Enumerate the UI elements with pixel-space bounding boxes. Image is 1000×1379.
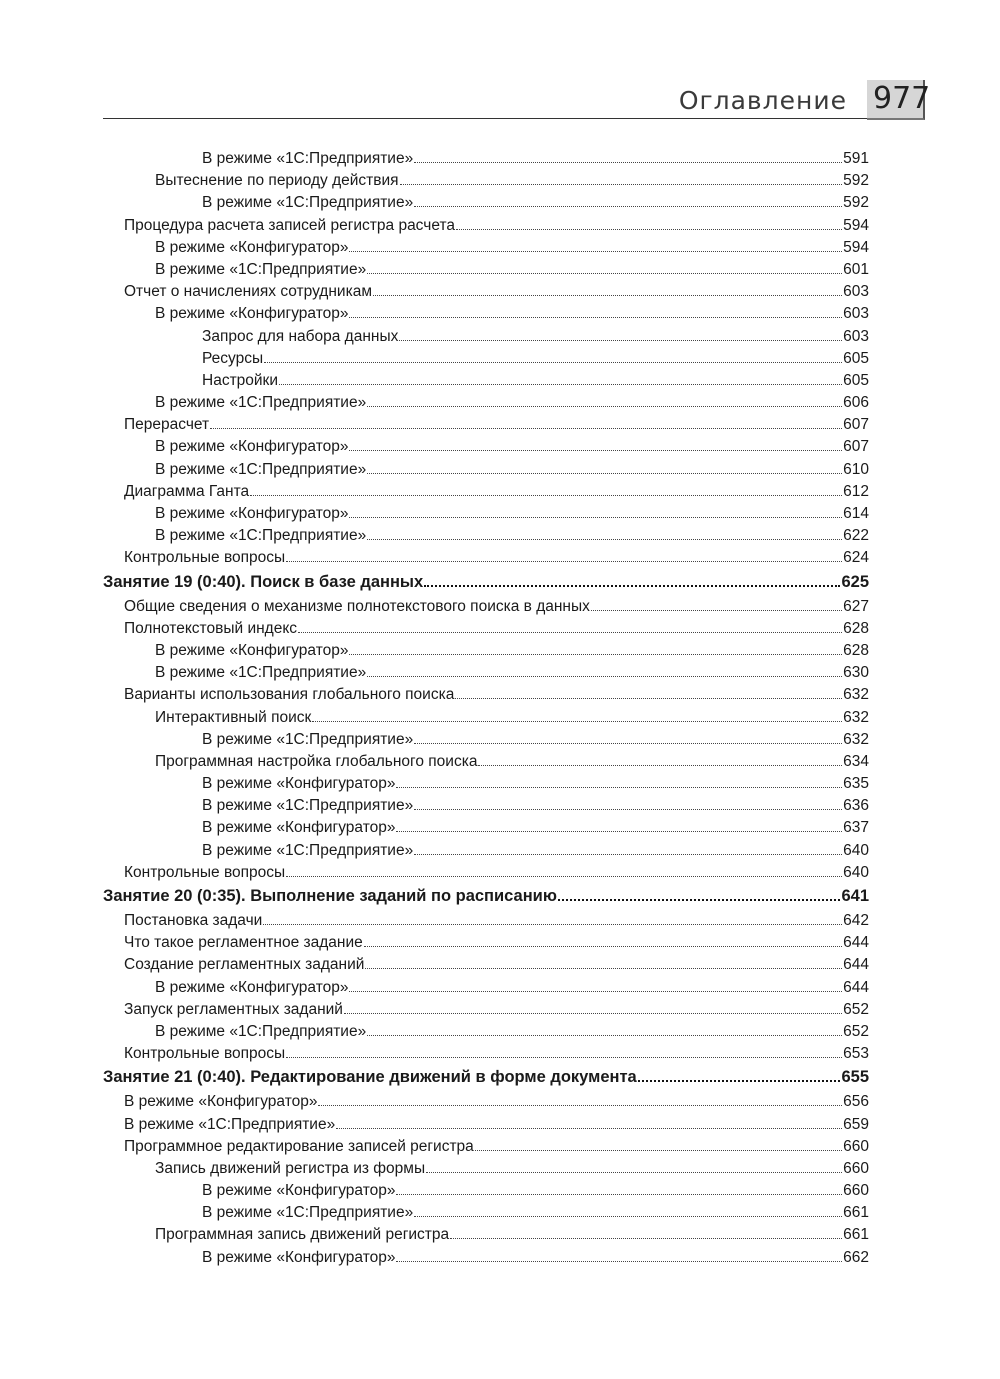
toc-entry[interactable] xyxy=(103,1180,869,1202)
toc-entry[interactable] xyxy=(103,459,869,481)
dot-leader xyxy=(396,819,842,832)
toc-entry-page: 660 xyxy=(843,1159,869,1177)
page-header xyxy=(103,80,931,120)
toc-entry-title: Настройки xyxy=(202,371,279,389)
toc-entry[interactable] xyxy=(103,977,869,999)
toc-entry[interactable] xyxy=(103,503,869,525)
dot-leader xyxy=(349,238,842,251)
dot-leader xyxy=(396,775,842,788)
toc-entry-page: 601 xyxy=(843,260,869,278)
toc-entry-page: 634 xyxy=(843,752,869,770)
toc-entry-page: 632 xyxy=(843,708,869,726)
toc-entry-title: В режиме «1С:Предприятие» xyxy=(202,797,414,815)
toc-entry-title: В режиме «1С:Предприятие» xyxy=(202,150,414,167)
toc-entry[interactable] xyxy=(103,662,869,684)
toc-entry[interactable] xyxy=(103,303,869,325)
toc-entry[interactable] xyxy=(103,999,869,1021)
toc-entry-page: 605 xyxy=(843,349,869,367)
dot-leader xyxy=(400,172,843,185)
toc-entry-page: 652 xyxy=(843,1000,869,1018)
toc-entry-page: 661 xyxy=(843,1204,869,1222)
toc-entry-title: Занятие 19 (0:40). Поиск в базе данных xyxy=(103,572,424,591)
toc-entry-title: Создание регламентных заданий xyxy=(124,956,365,974)
toc-entry-title: Постановка задачи xyxy=(124,912,263,929)
toc-entry[interactable] xyxy=(103,1043,869,1065)
toc-entry-page: 655 xyxy=(841,1068,869,1087)
dot-leader xyxy=(558,886,841,901)
toc-entry[interactable] xyxy=(103,215,869,237)
dot-leader xyxy=(286,1045,842,1058)
toc-entry[interactable] xyxy=(103,932,869,954)
toc-entry[interactable] xyxy=(103,414,869,436)
toc-entry-title: Занятие 20 (0:35). Выполнение заданий по расписанию xyxy=(103,887,557,905)
toc-entry[interactable] xyxy=(103,1158,869,1180)
toc-entry-title: В режиме «Конфигуратор» xyxy=(155,978,349,996)
toc-entry[interactable] xyxy=(103,773,869,795)
dot-leader xyxy=(638,1067,841,1082)
toc-entry-title: Варианты использования глобального поиска xyxy=(124,686,455,704)
dot-leader xyxy=(475,1137,842,1150)
dot-leader xyxy=(367,460,842,473)
table-of-contents xyxy=(103,148,869,1269)
toc-entry-page: 612 xyxy=(843,482,869,500)
toc-entry-title: В режиме «1С:Предприятие» xyxy=(202,1204,414,1222)
toc-entry[interactable] xyxy=(103,795,869,817)
toc-entry-page: 603 xyxy=(843,305,869,323)
toc-entry-page: 591 xyxy=(843,150,869,167)
dot-leader xyxy=(344,1000,842,1013)
toc-entry-page: 644 xyxy=(843,956,869,974)
toc-entry[interactable] xyxy=(103,392,869,414)
toc-entry-page: 627 xyxy=(843,597,869,615)
toc-entry-title: Контрольные вопросы xyxy=(124,1045,286,1063)
toc-entry-title: Занятие 21 (0:40). Редактирование движений в форме документа xyxy=(103,1068,637,1087)
toc-entry-title: Ресурсы xyxy=(202,349,264,367)
toc-entry-title: В режиме «Конфигуратор» xyxy=(155,238,349,256)
toc-entry-page: 662 xyxy=(843,1248,869,1266)
toc-entry[interactable] xyxy=(103,1247,869,1269)
toc-entry-title: Отчет о начислениях сотрудникам xyxy=(124,283,372,301)
toc-entry-page: 644 xyxy=(843,978,869,996)
toc-entry-page: 640 xyxy=(843,841,869,859)
toc-entry-page: 628 xyxy=(843,641,869,659)
toc-entry[interactable] xyxy=(103,751,869,773)
toc-entry-page: 632 xyxy=(843,730,869,748)
dot-leader xyxy=(450,1226,842,1239)
toc-chapter-entry[interactable] xyxy=(103,570,869,594)
toc-entry-title: Контрольные вопросы xyxy=(124,549,286,567)
dot-leader xyxy=(349,305,842,318)
toc-entry-title: Запись движений регистра из формы xyxy=(155,1159,426,1177)
toc-entry[interactable] xyxy=(103,707,869,729)
toc-entry[interactable] xyxy=(103,148,869,170)
toc-entry-title: Процедура расчета записей регистра расчета xyxy=(124,216,455,234)
toc-entry[interactable] xyxy=(103,910,869,932)
toc-entry[interactable] xyxy=(103,525,869,547)
toc-entry-title: Программная настройка глобального поиска xyxy=(155,752,478,770)
toc-entry[interactable] xyxy=(103,1202,869,1224)
toc-entry-title: В режиме «1С:Предприятие» xyxy=(124,1115,336,1133)
toc-entry[interactable] xyxy=(103,640,869,662)
toc-entry-page: 637 xyxy=(843,819,869,837)
toc-entry[interactable] xyxy=(103,326,869,348)
dot-leader xyxy=(367,1023,842,1036)
dot-leader xyxy=(365,956,842,969)
toc-entry-title: В режиме «Конфигуратор» xyxy=(202,1182,396,1200)
dot-leader xyxy=(396,1248,842,1261)
toc-entry-title: Полнотекстовый индекс xyxy=(124,619,298,637)
toc-entry-page: 659 xyxy=(843,1115,869,1133)
toc-entry-title: Программная запись движений регистра xyxy=(155,1226,450,1244)
toc-entry-page: 656 xyxy=(843,1093,869,1111)
toc-entry[interactable] xyxy=(103,1021,869,1043)
toc-entry-title: В режиме «Конфигуратор» xyxy=(202,775,396,793)
toc-entry-title: Диаграмма Ганта xyxy=(124,482,250,500)
toc-entry-page: 605 xyxy=(843,371,869,389)
toc-entry-title: В режиме «Конфигуратор» xyxy=(202,819,396,837)
toc-entry-title: Перерасчет xyxy=(124,416,210,434)
toc-entry-title: В режиме «1С:Предприятие» xyxy=(155,664,367,682)
dot-leader xyxy=(424,571,840,586)
toc-entry[interactable] xyxy=(103,1224,869,1246)
dot-leader xyxy=(414,150,842,163)
dot-leader xyxy=(414,194,842,207)
toc-entry[interactable] xyxy=(103,259,869,281)
toc-entry[interactable] xyxy=(103,840,869,862)
toc-entry[interactable] xyxy=(103,596,869,618)
dot-leader xyxy=(456,216,842,229)
toc-entry-title: Что такое регламентное задание xyxy=(124,934,363,952)
toc-entry[interactable] xyxy=(103,618,869,640)
toc-entry-page: 592 xyxy=(843,172,869,190)
toc-entry-title: В режиме «1С:Предприятие» xyxy=(155,260,367,278)
dot-leader xyxy=(396,1182,842,1195)
toc-entry-title: Интерактивный поиск xyxy=(155,708,312,726)
dot-leader xyxy=(279,371,842,384)
toc-entry-title: В режиме «Конфигуратор» xyxy=(155,438,349,456)
dot-leader xyxy=(591,597,842,610)
toc-entry-page: 636 xyxy=(843,797,869,815)
toc-entry-page: 603 xyxy=(843,283,869,301)
toc-entry[interactable] xyxy=(103,281,869,303)
dot-leader xyxy=(264,349,842,362)
dot-leader xyxy=(286,549,842,562)
toc-entry-page: 606 xyxy=(843,394,869,412)
toc-entry-page: 644 xyxy=(843,934,869,952)
dot-leader xyxy=(373,283,842,296)
toc-entry-title: В режиме «1С:Предприятие» xyxy=(202,194,414,212)
toc-entry-page: 660 xyxy=(843,1182,869,1200)
toc-entry-title: В режиме «1С:Предприятие» xyxy=(155,1022,367,1040)
toc-entry-page: 607 xyxy=(843,416,869,434)
toc-entry[interactable] xyxy=(103,954,869,976)
dot-leader xyxy=(399,327,842,340)
dot-leader xyxy=(286,863,842,876)
toc-entry-page: 661 xyxy=(843,1226,869,1244)
toc-entry-title: Программное редактирование записей регистра xyxy=(124,1137,474,1155)
toc-entry-title: В режиме «Конфигуратор» xyxy=(124,1093,318,1111)
dot-leader xyxy=(414,841,842,854)
toc-entry-title: В режиме «1С:Предприятие» xyxy=(202,730,414,748)
toc-entry-title: В режиме «1С:Предприятие» xyxy=(155,394,367,412)
dot-leader xyxy=(367,261,842,274)
toc-entry-page: 641 xyxy=(841,887,869,905)
toc-entry-page: 632 xyxy=(843,686,869,704)
toc-entry-page: 614 xyxy=(843,505,869,522)
running-title: Оглавление xyxy=(678,86,847,115)
toc-entry-title: В режиме «Конфигуратор» xyxy=(155,305,349,323)
dot-leader xyxy=(250,482,842,495)
toc-entry-title: Запуск регламентных заданий xyxy=(124,1000,343,1018)
toc-entry-page: 624 xyxy=(843,549,869,567)
toc-entry[interactable] xyxy=(103,862,869,884)
toc-entry[interactable] xyxy=(103,436,869,458)
dot-leader xyxy=(426,1159,842,1172)
toc-entry-title: В режиме «1С:Предприятие» xyxy=(155,527,367,545)
toc-entry[interactable] xyxy=(103,817,869,839)
toc-entry-page: 640 xyxy=(843,863,869,881)
page-number-box xyxy=(867,80,931,120)
toc-entry[interactable] xyxy=(103,684,869,706)
toc-entry-title: Контрольные вопросы xyxy=(124,863,286,881)
dot-leader xyxy=(349,642,842,655)
toc-chapter-entry[interactable] xyxy=(103,1065,869,1089)
toc-entry-title: В режиме «1С:Предприятие» xyxy=(202,841,414,859)
toc-entry-title: Общие сведения о механизме полнотекстового поиска в данных xyxy=(124,597,590,615)
toc-entry-page: 610 xyxy=(843,460,869,478)
toc-entry-page: 592 xyxy=(843,194,869,212)
toc-entry[interactable] xyxy=(103,1136,869,1158)
toc-entry-page: 642 xyxy=(843,912,869,929)
toc-entry[interactable] xyxy=(103,192,869,214)
toc-entry-title: В режиме «Конфигуратор» xyxy=(202,1248,396,1266)
toc-entry-page: 628 xyxy=(843,619,869,637)
dot-leader xyxy=(336,1115,842,1128)
dot-leader xyxy=(364,934,842,947)
dot-leader xyxy=(349,505,842,518)
toc-entry-title: В режиме «Конфигуратор» xyxy=(155,505,349,522)
toc-entry-page: 607 xyxy=(843,438,869,456)
dot-leader xyxy=(478,752,842,765)
toc-entry-page: 594 xyxy=(843,238,869,256)
toc-chapter-entry[interactable] xyxy=(103,884,869,908)
toc-entry-title: Вытеснение по периоду действия xyxy=(155,172,399,190)
toc-entry-page: 622 xyxy=(843,527,869,545)
dot-leader xyxy=(263,912,842,925)
dot-leader xyxy=(210,416,842,429)
toc-entry-page: 660 xyxy=(843,1137,869,1155)
toc-entry-title: В режиме «1С:Предприятие» xyxy=(155,460,367,478)
toc-entry[interactable] xyxy=(103,170,869,192)
dot-leader xyxy=(367,394,842,407)
dot-leader xyxy=(414,797,842,810)
toc-entry-page: 652 xyxy=(843,1022,869,1040)
dot-leader xyxy=(367,664,842,677)
toc-entry[interactable] xyxy=(103,370,869,392)
dot-leader xyxy=(349,978,842,991)
toc-entry-page: 603 xyxy=(843,327,869,345)
dot-leader xyxy=(414,1204,842,1217)
dot-leader xyxy=(312,708,842,721)
dot-leader xyxy=(349,438,842,451)
header-rule xyxy=(103,118,869,119)
dot-leader xyxy=(455,686,842,699)
dot-leader xyxy=(414,730,842,743)
toc-entry[interactable] xyxy=(103,237,869,259)
toc-entry-page: 630 xyxy=(843,664,869,682)
toc-entry[interactable] xyxy=(103,1114,869,1136)
toc-entry-title: В режиме «Конфигуратор» xyxy=(155,641,349,659)
toc-entry[interactable] xyxy=(103,547,869,569)
dot-leader xyxy=(367,527,842,540)
toc-entry-page: 594 xyxy=(843,216,869,234)
toc-entry-page: 653 xyxy=(843,1045,869,1063)
dot-leader xyxy=(298,619,842,632)
dot-leader xyxy=(318,1093,842,1106)
toc-entry[interactable] xyxy=(103,481,869,503)
page-number: 977 xyxy=(873,81,931,116)
toc-entry-page: 635 xyxy=(843,775,869,793)
toc-entry[interactable] xyxy=(103,1091,869,1113)
toc-entry-title: Запрос для набора данных xyxy=(202,327,399,345)
toc-entry[interactable] xyxy=(103,348,869,370)
toc-entry[interactable] xyxy=(103,729,869,751)
toc-entry-page: 625 xyxy=(841,572,869,591)
